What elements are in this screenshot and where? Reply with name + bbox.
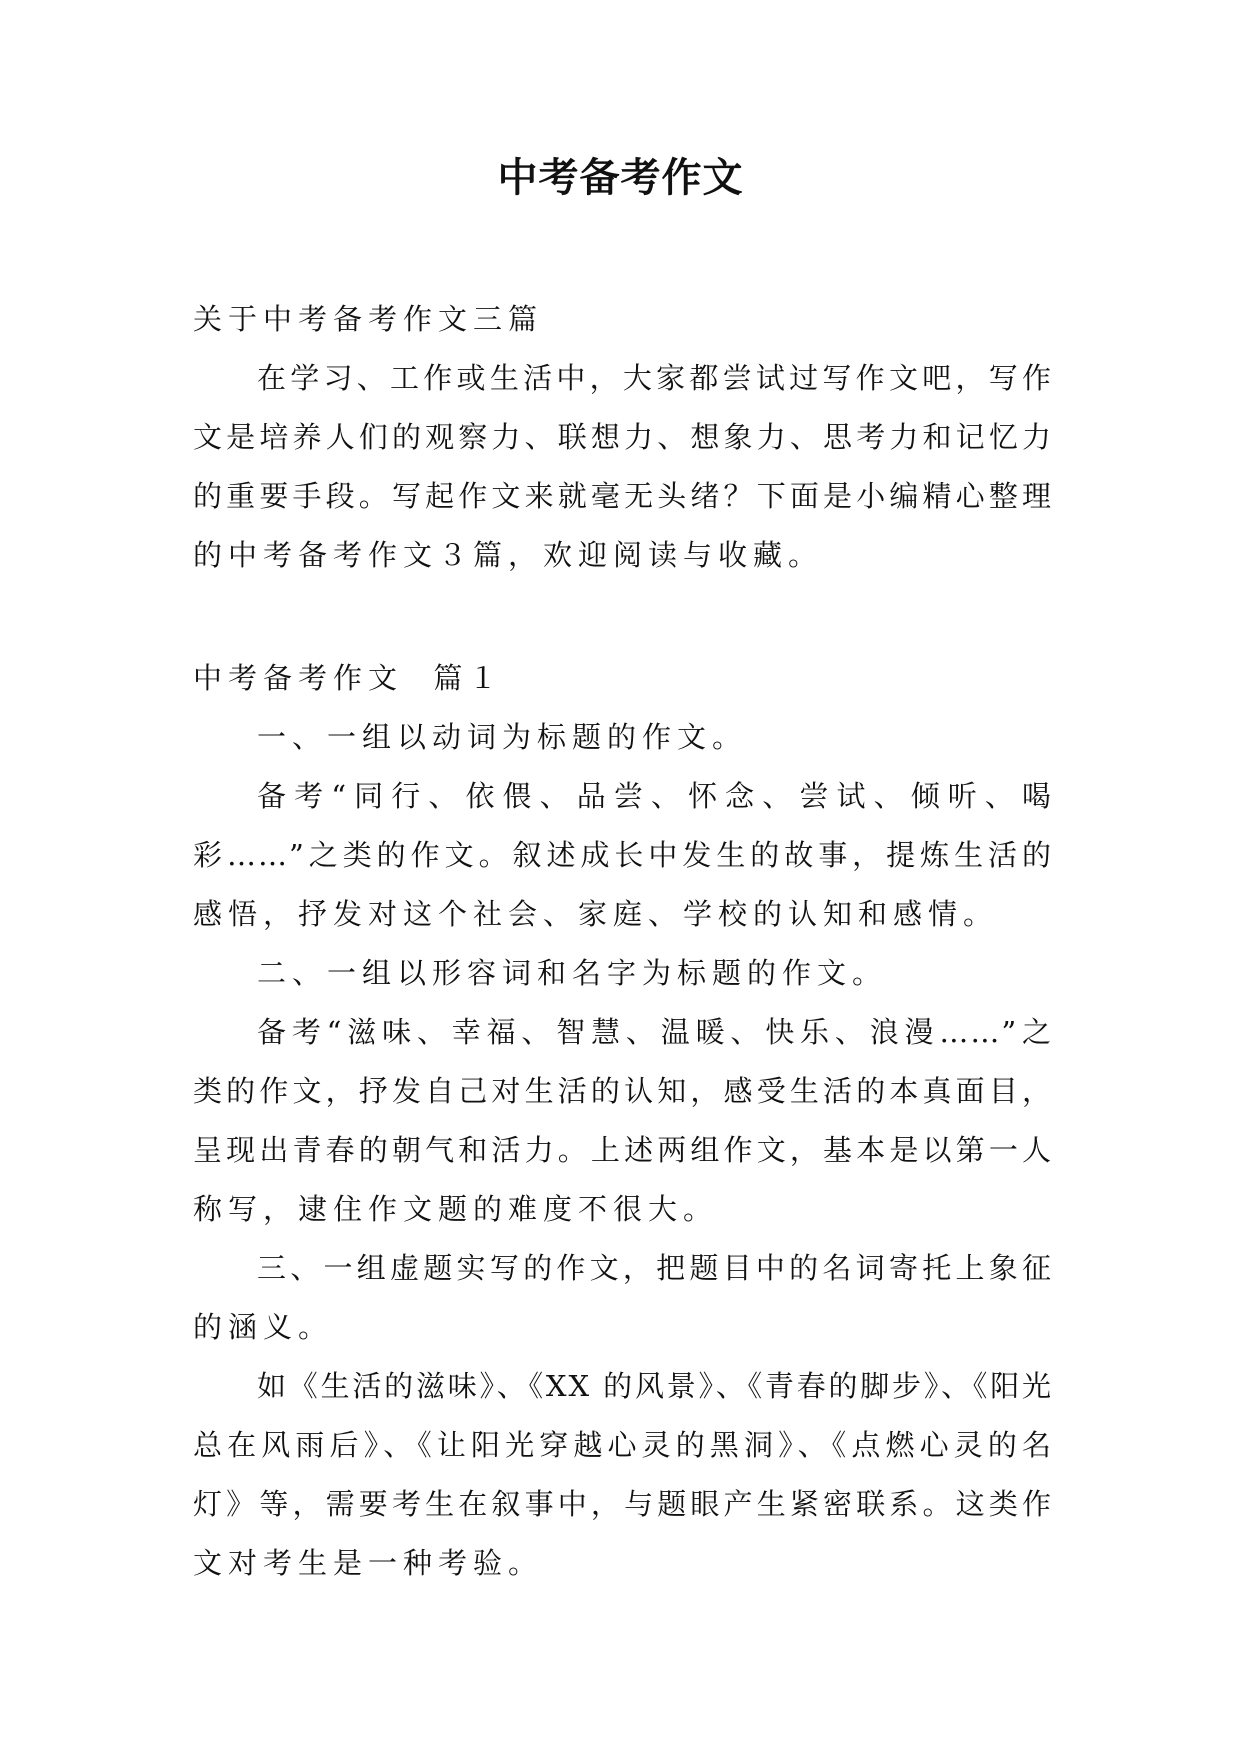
section-line: 感悟，抒发对这个社会、家庭、学校的认知和感情。: [193, 897, 999, 931]
intro-line: 在学习、工作或生活中，大家都尝试过写作文吧，写作: [257, 361, 1053, 395]
section-line: 的涵义。: [193, 1310, 334, 1344]
section-line: 文对考生是一种考验。: [193, 1546, 544, 1580]
intro-line: 的中考备考作文３篇，欢迎阅读与收藏。: [193, 538, 824, 572]
document-subtitle: 关于中考备考作文三篇: [193, 302, 544, 336]
section-line: 灯》等，需要考生在叙事中，与题眼产生紧密联系。这类作: [193, 1487, 1053, 1521]
section-line: 彩……”之类的作文。叙述成长中发生的故事，提炼生活的: [193, 838, 1053, 872]
document-body: [193, 290, 1053, 1593]
section-line: 一、一组以动词为标题的作文。: [257, 720, 748, 754]
section-line: 类的作文，抒发自己对生活的认知，感受生活的本真面目，: [193, 1074, 1053, 1108]
section-line: 如《生活的滋味》、《XX 的风景》、《青春的脚步》、《阳光: [257, 1369, 1053, 1403]
section-line: 呈现出青春的朝气和活力。上述两组作文，基本是以第一人: [193, 1133, 1053, 1167]
section-line: 二、一组以形容词和名字为标题的作文。: [257, 956, 888, 990]
section-line: 称写，逮住作文题的难度不很大。: [193, 1192, 719, 1226]
intro-line: 的重要手段。写起作文来就毫无头绪？下面是小编精心整理: [193, 479, 1053, 513]
document-title: 中考备考作文: [497, 154, 744, 201]
section-heading: 中考备考作文 篇１: [193, 661, 504, 695]
section-line: 备考“同行、依偎、品尝、怀念、尝试、倾听、喝: [257, 779, 1053, 813]
section-line: 总在风雨后》、《让阳光穿越心灵的黑洞》、《点燃心灵的名: [193, 1428, 1053, 1462]
section-line: 三、一组虚题实写的作文，把题目中的名词寄托上象征: [257, 1251, 1053, 1285]
intro-line: 文是培养人们的观察力、联想力、想象力、思考力和记忆力: [193, 420, 1053, 454]
section-line: 备考“滋味、幸福、智慧、温暖、快乐、浪漫……”之: [257, 1015, 1053, 1049]
